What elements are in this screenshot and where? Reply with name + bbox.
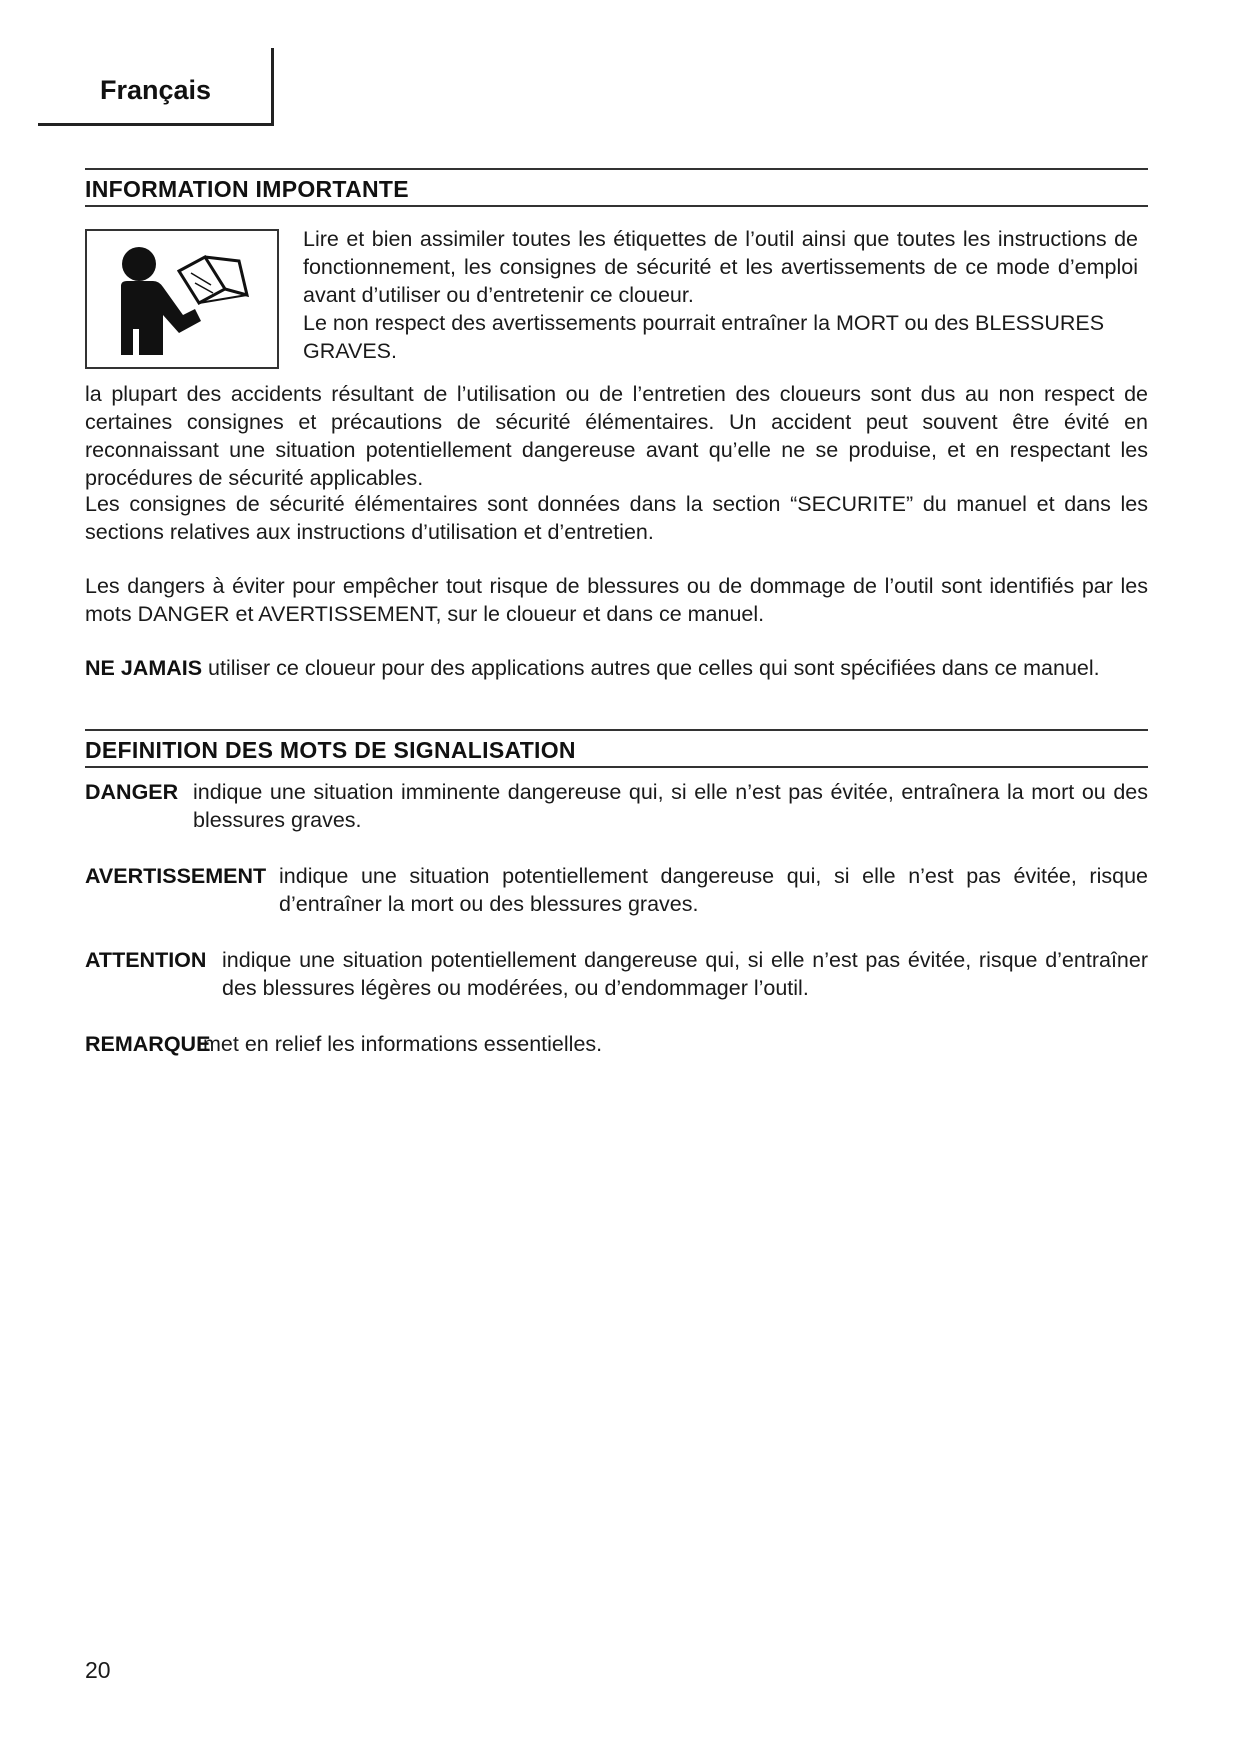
term-danger: DANGER (85, 780, 179, 804)
desc-warning: indique une situation potentiellement dangereuse qui, si elle n’est pas évitée, risque d’entraîner la mort ou des blessures graves. (279, 864, 1148, 916)
section-heading-important-info (85, 168, 1148, 207)
term-caution: ATTENTION (85, 948, 207, 972)
language-label: Français (100, 75, 212, 105)
desc-danger: indique une situation imminente dangereuse qui, si elle n’est pas évitée, entraînera la mort ou des blessures graves. (193, 780, 1148, 832)
definition-warning (85, 862, 1148, 918)
section-title: INFORMATION IMPORTANTE (85, 176, 409, 202)
intro-line-2: Le non respect des avertissements pourrait entraîner la MORT ou des BLESSURES GRAVES. (303, 311, 1105, 363)
page-number: 20 (85, 1657, 111, 1683)
paragraph-accidents: la plupart des accidents résultant de l’utilisation ou de l’entretien des cloueurs sont dus au non respect de certaines consignes et précautions de sécurité élémentaires. Un accident peut souvent être évité en reconnaissant une situation potentiellement dangereuse avant qu’elle ne se produise, et en respectant les procédures de sécurité applicables. (85, 382, 1148, 490)
section-heading-signal-words (85, 729, 1148, 768)
never-bold: NE JAMAIS (85, 656, 203, 680)
intro-text (303, 225, 1138, 365)
definition-caution (85, 946, 1148, 1002)
intro-line-1: Lire et bien assimiler toutes les étiquettes de l’outil ainsi que toutes les instructions de fonctionnement, les consignes de sécurité et les avertissements de ce mode d’emploi avant d’utiliser ou d’entretenir ce cloueur. (303, 227, 1138, 307)
desc-note: met en relief les informations essentielles. (203, 1032, 603, 1056)
term-note: REMARQUE (85, 1032, 211, 1056)
term-warning: AVERTISSEMENT (85, 864, 267, 888)
paragraph-dangers: Les dangers à éviter pour empêcher tout risque de blessures ou de dommage de l’outil sont identifiés par les mots DANGER et AVERTISSEMENT, sur le cloueur et dans ce manuel. (85, 574, 1148, 626)
definition-note (85, 1030, 1148, 1058)
never-rest: utiliser ce cloueur pour des applications autres que celles qui sont spécifiées dans ce manuel. (202, 656, 1100, 680)
paragraph-safety-rules: Les consignes de sécurité élémentaires sont données dans la section “SECURITE” du manuel et dans les sections relatives aux instructions d’utilisation et d’entretien. (85, 492, 1148, 544)
language-tab (38, 48, 274, 126)
section-title: DEFINITION DES MOTS DE SIGNALISATION (85, 737, 576, 763)
read-manual-icon (87, 231, 277, 367)
desc-caution: indique une situation potentiellement dangereuse qui, si elle n’est pas évitée, risque d’entraîner des blessures légères ou modérées, ou d’endommager l’outil. (222, 948, 1148, 1000)
paragraph-never (85, 654, 1148, 682)
read-manual-pictogram (85, 229, 279, 369)
definition-danger (85, 778, 1148, 834)
